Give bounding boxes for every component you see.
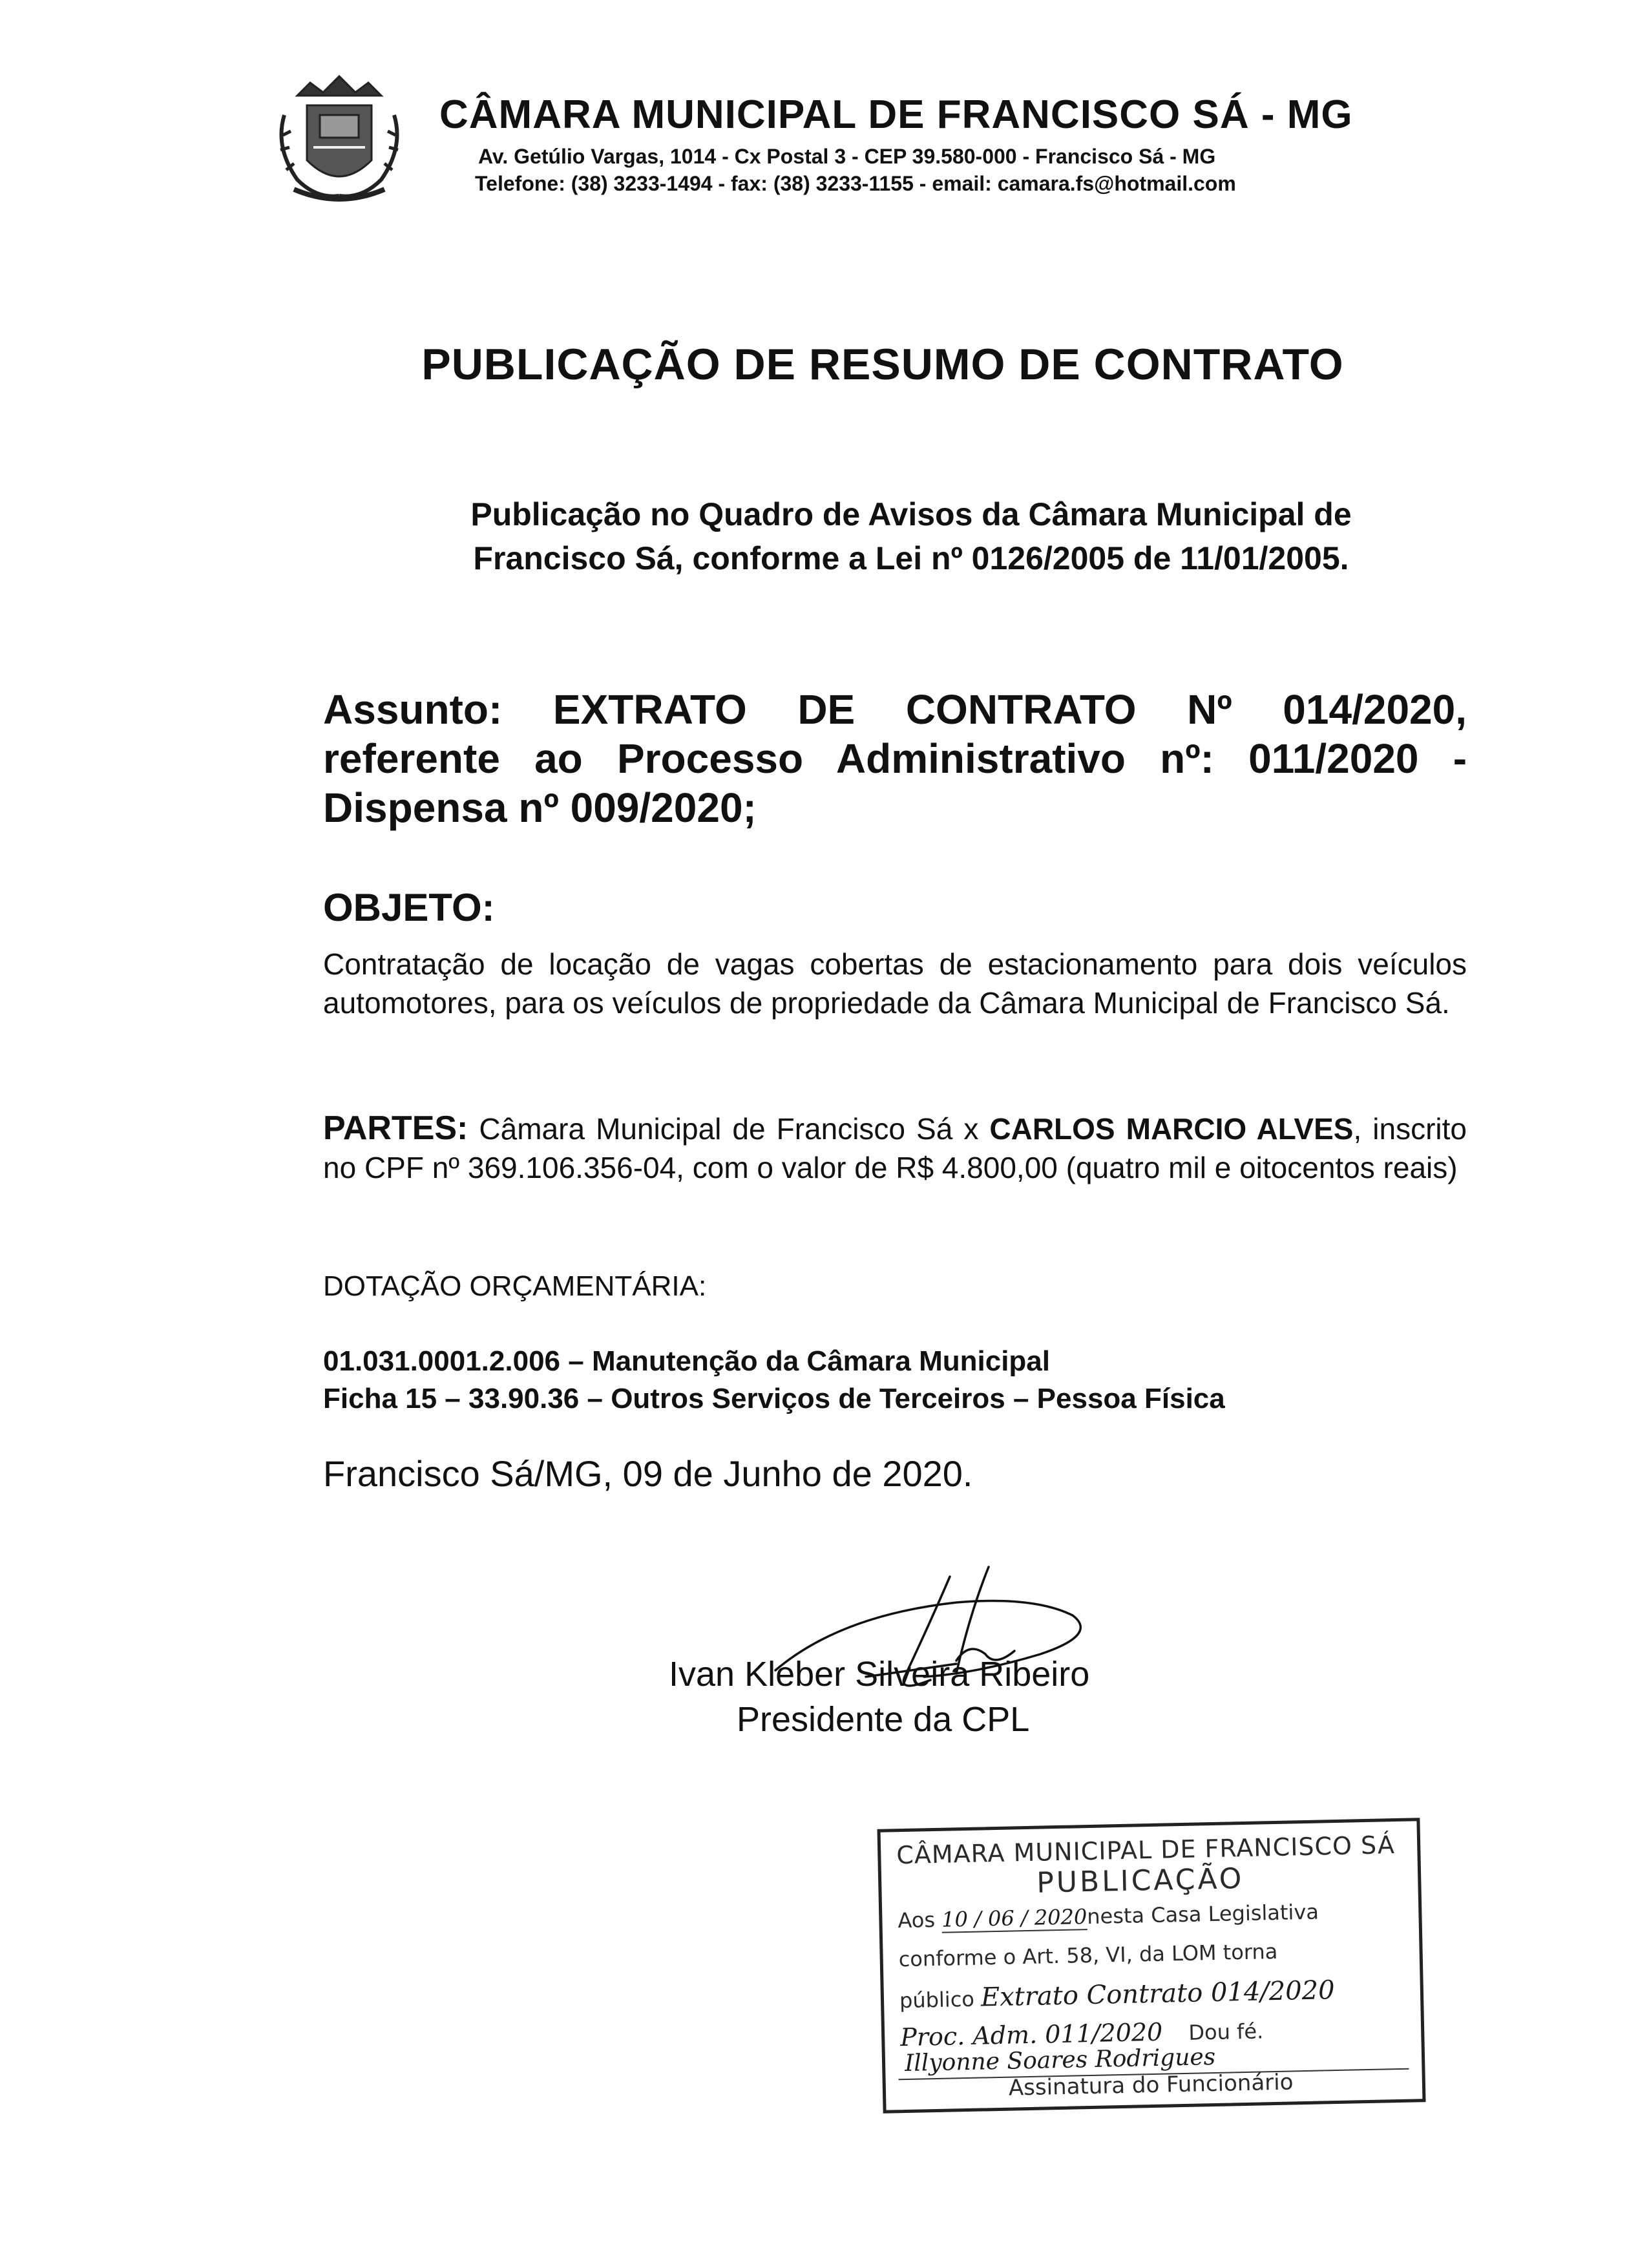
budget-heading: DOTAÇÃO ORÇAMENTÁRIA: bbox=[323, 1270, 707, 1302]
parties-party1: Câmara Municipal de Francisco Sá x bbox=[468, 1112, 990, 1146]
subject-block bbox=[323, 685, 1467, 832]
stamp-line1 bbox=[898, 1900, 1319, 1935]
document-date: Francisco Sá/MG, 09 de Junho de 2020. bbox=[323, 1453, 973, 1494]
object-heading: OBJETO: bbox=[323, 886, 495, 929]
publication-note-line2: Francisco Sá, conforme a Lei nº 0126/2005 de 11/01/2005. bbox=[473, 540, 1349, 576]
stamp-handwritten-date: 10 / 06 / 2020 bbox=[941, 1904, 1087, 1932]
header-address: Av. Getúlio Vargas, 1014 - Cx Postal 3 - CEP 39.580-000 - Francisco Sá - MG bbox=[478, 145, 1216, 168]
subject-line3: Dispensa nº 009/2020; bbox=[323, 784, 757, 831]
subject-line1: Assunto: EXTRATO DE CONTRATO Nº 014/2020, bbox=[323, 686, 1467, 733]
parties-contractor-name: CARLOS MARCIO ALVES bbox=[989, 1112, 1354, 1146]
stamp-line1-rest: nesta Casa Legislativa bbox=[1086, 1899, 1319, 1929]
parties-paragraph bbox=[323, 1109, 1467, 1187]
budget-line2: Ficha 15 – 33.90.36 – Outros Serviços de Terceiros – Pessoa Física bbox=[323, 1383, 1225, 1414]
header-contact: Telefone: (38) 3233-1494 - fax: (38) 3233-1155 - email: camara.fs@hotmail.com bbox=[475, 172, 1236, 195]
stamp-handwritten-signer: Illyonne Soares Rodrigues bbox=[904, 2043, 1216, 2077]
publication-stamp bbox=[877, 1818, 1425, 2113]
publication-note-line1: Publicação no Quadro de Avisos da Câmara Municipal de bbox=[470, 496, 1352, 532]
parties-label: PARTES: bbox=[323, 1109, 468, 1147]
subject-line2: referente ao Processo Administrativo nº: 011/2020 - bbox=[323, 735, 1467, 782]
document-title: PUBLICAÇÃO DE RESUMO DE CONTRATO bbox=[421, 340, 1344, 389]
parties-details: , inscrito no CPF nº 369.106.356-04, com o valor de R$ 4.800,00 (quatro mil e oitocentos reais) bbox=[323, 1112, 1467, 1184]
stamp-title: PUBLICAÇÃO bbox=[1036, 1862, 1245, 1900]
stamp-aos: Aos bbox=[898, 1907, 936, 1933]
stamp-handwritten-process: Proc. Adm. 011/2020 bbox=[899, 2017, 1163, 2052]
budget-line1: 01.031.0001.2.006 – Manutenção da Câmara Municipal bbox=[323, 1345, 1050, 1377]
signer-name: Ivan Kleber Silveira Ribeiro bbox=[669, 1655, 1090, 1694]
publication-note bbox=[362, 492, 1460, 580]
stamp-dou-fe: Dou fé. bbox=[1188, 2019, 1264, 2045]
stamp-handwritten-subject: Extrato Contrato 014/2020 bbox=[980, 1975, 1336, 2013]
stamp-heading: CÂMARA MUNICIPAL DE FRANCISCO SÁ bbox=[896, 1831, 1396, 1870]
stamp-signature-label: Assinatura do Funcionário bbox=[1008, 2069, 1294, 2101]
stamp-publico: público bbox=[899, 1986, 975, 2013]
stamp-line3 bbox=[899, 1975, 1336, 2014]
municipal-crest-logo bbox=[271, 70, 407, 209]
signer-role: Presidente da CPL bbox=[737, 1700, 1030, 1739]
header-title: CÂMARA MUNICIPAL DE FRANCISCO SÁ - MG bbox=[439, 92, 1353, 137]
object-text: Contratação de locação de vagas cobertas de estacionamento para dois veículos automotores, para os veículos de propriedade da Câmara Municipal de Francisco Sá. bbox=[323, 947, 1467, 1020]
stamp-line2: conforme o Art. 58, VI, da LOM torna bbox=[898, 1938, 1278, 1972]
